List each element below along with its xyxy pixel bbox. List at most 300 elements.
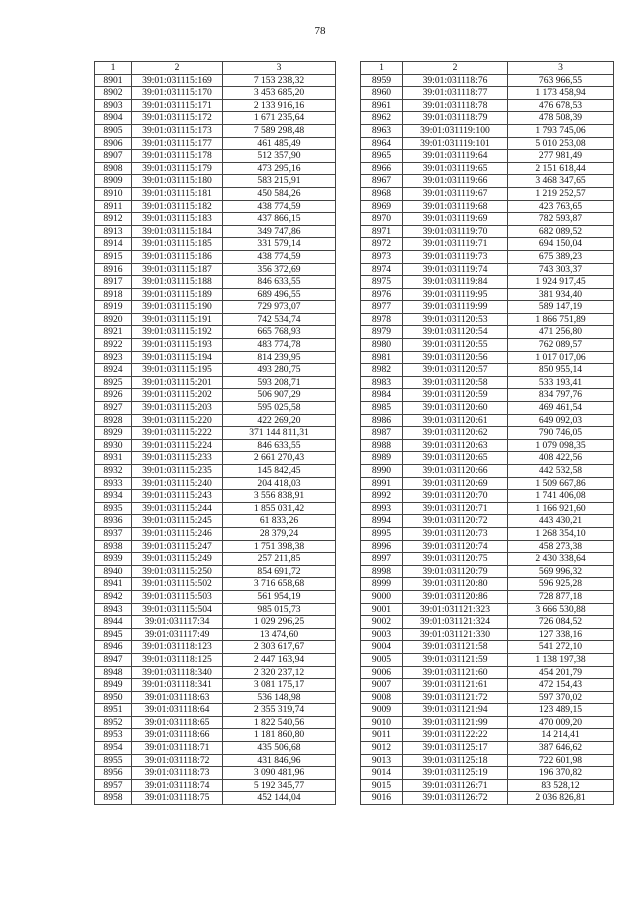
table-row [361,225,614,238]
row-number: 8979 [361,326,403,339]
table-row [95,74,336,87]
table-row [361,99,614,112]
row-number: 8913 [95,225,132,238]
table-row [361,527,614,540]
cadastral-number: 39:01:031119:71 [403,238,508,251]
cadastral-number: 39:01:031118:73 [132,767,223,780]
row-number: 8995 [361,527,403,540]
table-row [361,162,614,175]
cadastral-number: 39:01:031115:224 [132,439,223,452]
cadastral-number: 39:01:031115:191 [132,313,223,326]
header-col-1: 1 [361,62,403,75]
row-number: 8960 [361,87,403,100]
table-row [361,175,614,188]
row-number: 8956 [95,767,132,780]
table-row [95,250,336,263]
cadastral-number: 39:01:031120:71 [403,502,508,515]
table-row [361,590,614,603]
cadastral-value: 561 954,19 [223,590,336,603]
cadastral-value: 471 256,80 [508,326,614,339]
cadastral-number: 39:01:031115:189 [132,288,223,301]
cadastral-number: 39:01:031119:84 [403,276,508,289]
cadastral-value: 583 215,91 [223,175,336,188]
cadastral-value: 589 147,19 [508,301,614,314]
cadastral-value-table-left [94,61,336,805]
cadastral-number: 39:01:031115:247 [132,540,223,553]
cadastral-value: 3 666 530,88 [508,603,614,616]
cadastral-number: 39:01:031121:330 [403,628,508,641]
cadastral-number: 39:01:031120:65 [403,452,508,465]
table-row [361,402,614,415]
cadastral-number: 39:01:031118:66 [132,729,223,742]
table-row [95,150,336,163]
cadastral-number: 39:01:031126:72 [403,792,508,805]
row-number: 9016 [361,792,403,805]
row-number: 8941 [95,578,132,591]
row-number: 8907 [95,150,132,163]
row-number: 8940 [95,565,132,578]
cadastral-value: 1 866 751,89 [508,313,614,326]
row-number: 9008 [361,691,403,704]
cadastral-number: 39:01:031115:185 [132,238,223,251]
cadastral-value: 512 357,90 [223,150,336,163]
cadastral-value: 452 144,04 [223,792,336,805]
cadastral-value: 846 633,55 [223,276,336,289]
table-row [361,200,614,213]
row-number: 8942 [95,590,132,603]
row-number: 9010 [361,716,403,729]
table-row [95,276,336,289]
table-header-row [95,62,336,75]
row-number: 8982 [361,364,403,377]
table-row [361,767,614,780]
row-number: 8925 [95,376,132,389]
row-number: 8980 [361,339,403,352]
table-row [95,603,336,616]
table-row [95,792,336,805]
row-number: 8923 [95,351,132,364]
cadastral-number: 39:01:031119:100 [403,124,508,137]
cadastral-value: 438 774,59 [223,200,336,213]
table-row [361,364,614,377]
cadastral-number: 39:01:031118:75 [132,792,223,805]
table-row [361,452,614,465]
table-row [95,427,336,440]
cadastral-number: 39:01:031115:173 [132,124,223,137]
row-number: 8954 [95,742,132,755]
cadastral-number: 39:01:031115:202 [132,389,223,402]
row-number: 8933 [95,477,132,490]
cadastral-value: 435 506,68 [223,742,336,755]
cadastral-value: 2 133 916,16 [223,99,336,112]
table-row [95,351,336,364]
cadastral-number: 39:01:031118:63 [132,691,223,704]
cadastral-value: 473 295,16 [223,162,336,175]
cadastral-number: 39:01:031125:18 [403,754,508,767]
cadastral-value: 1 671 235,64 [223,112,336,125]
table-row [361,540,614,553]
cadastral-value: 689 496,55 [223,288,336,301]
table-row [95,439,336,452]
cadastral-value: 5 010 253,08 [508,137,614,150]
table-row [95,616,336,629]
row-number: 8926 [95,389,132,402]
row-number: 8915 [95,250,132,263]
row-number: 8974 [361,263,403,276]
cadastral-value: 2 151 618,44 [508,162,614,175]
table-row [95,263,336,276]
cadastral-number: 39:01:031115:190 [132,301,223,314]
table-row [361,112,614,125]
cadastral-number: 39:01:031121:72 [403,691,508,704]
header-col-2: 2 [132,62,223,75]
cadastral-value: 14 214,41 [508,729,614,742]
cadastral-number: 39:01:031118:79 [403,112,508,125]
row-number: 8984 [361,389,403,402]
table-row [95,779,336,792]
table-row [95,288,336,301]
cadastral-number: 39:01:031118:125 [132,653,223,666]
cadastral-number: 39:01:031119:69 [403,213,508,226]
cadastral-value: 1 138 197,38 [508,653,614,666]
row-number: 8912 [95,213,132,226]
table-row [361,326,614,339]
cadastral-number: 39:01:031115:503 [132,590,223,603]
cadastral-value: 1 822 540,56 [223,716,336,729]
row-number: 9007 [361,679,403,692]
table-row [95,402,336,415]
table-row [361,250,614,263]
cadastral-value: 595 025,58 [223,402,336,415]
table-row [361,87,614,100]
row-number: 8909 [95,175,132,188]
cadastral-number: 39:01:031118:64 [132,704,223,717]
table-row [95,540,336,553]
table-row [95,137,336,150]
table-row [95,565,336,578]
row-number: 8918 [95,288,132,301]
cadastral-number: 39:01:031120:58 [403,376,508,389]
row-number: 8934 [95,490,132,503]
cadastral-number: 39:01:031115:240 [132,477,223,490]
cadastral-number: 39:01:031115:182 [132,200,223,213]
cadastral-value: 331 579,14 [223,238,336,251]
cadastral-number: 39:01:031119:65 [403,162,508,175]
table-row [361,137,614,150]
table-row [361,351,614,364]
row-number: 9004 [361,641,403,654]
cadastral-value: 277 981,49 [508,150,614,163]
table-row [361,301,614,314]
cadastral-value: 204 418,03 [223,477,336,490]
table-row [361,427,614,440]
cadastral-value: 408 422,56 [508,452,614,465]
cadastral-number: 39:01:031120:61 [403,414,508,427]
cadastral-number: 39:01:031120:80 [403,578,508,591]
table-row [361,477,614,490]
cadastral-number: 39:01:031121:323 [403,603,508,616]
cadastral-number: 39:01:031115:169 [132,74,223,87]
row-number: 8957 [95,779,132,792]
table-row [361,389,614,402]
table-row [95,301,336,314]
cadastral-value: 381 934,40 [508,288,614,301]
cadastral-value: 371 144 811,31 [223,427,336,440]
cadastral-number: 39:01:031118:77 [403,87,508,100]
row-number: 8987 [361,427,403,440]
cadastral-value: 726 084,52 [508,616,614,629]
cadastral-value: 7 589 298,48 [223,124,336,137]
cadastral-value: 850 955,14 [508,364,614,377]
cadastral-value: 506 907,29 [223,389,336,402]
cadastral-value: 196 370,82 [508,767,614,780]
row-number: 8908 [95,162,132,175]
row-number: 8961 [361,99,403,112]
cadastral-value: 349 747,86 [223,225,336,238]
row-number: 8931 [95,452,132,465]
row-number: 8990 [361,465,403,478]
row-number: 8924 [95,364,132,377]
row-number: 8970 [361,213,403,226]
cadastral-number: 39:01:031118:65 [132,716,223,729]
row-number: 8910 [95,187,132,200]
cadastral-number: 39:01:031119:66 [403,175,508,188]
cadastral-value: 728 877,18 [508,590,614,603]
table-row [361,439,614,452]
table-row [95,578,336,591]
cadastral-value: 387 646,62 [508,742,614,755]
cadastral-number: 39:01:031115:235 [132,465,223,478]
cadastral-number: 39:01:031115:170 [132,87,223,100]
cadastral-value: 1 509 667,86 [508,477,614,490]
cadastral-value: 743 303,37 [508,263,614,276]
row-number: 9009 [361,704,403,717]
cadastral-number: 39:01:031120:73 [403,527,508,540]
table-row [361,565,614,578]
row-number: 8953 [95,729,132,742]
row-number: 8963 [361,124,403,137]
cadastral-number: 39:01:031115:195 [132,364,223,377]
cadastral-number: 39:01:031119:101 [403,137,508,150]
cadastral-value-table-right [360,61,614,805]
table-row [361,691,614,704]
cadastral-value: 2 661 270,43 [223,452,336,465]
cadastral-number: 39:01:031119:73 [403,250,508,263]
cadastral-number: 39:01:031120:60 [403,402,508,415]
cadastral-number: 39:01:031115:171 [132,99,223,112]
cadastral-value: 2 447 163,94 [223,653,336,666]
table-row [95,124,336,137]
row-number: 9012 [361,742,403,755]
table-row [361,515,614,528]
cadastral-number: 39:01:031115:179 [132,162,223,175]
cadastral-value: 1 173 458,94 [508,87,614,100]
cadastral-value: 461 485,49 [223,137,336,150]
cadastral-number: 39:01:031121:60 [403,666,508,679]
cadastral-number: 39:01:031117:49 [132,628,223,641]
cadastral-number: 39:01:031120:69 [403,477,508,490]
table-row [95,477,336,490]
cadastral-value: 782 593,87 [508,213,614,226]
row-number: 8952 [95,716,132,729]
table-row [95,187,336,200]
cadastral-number: 39:01:031118:123 [132,641,223,654]
cadastral-number: 39:01:031119:99 [403,301,508,314]
table-row [361,616,614,629]
row-number: 9015 [361,779,403,792]
row-number: 8936 [95,515,132,528]
cadastral-number: 39:01:031115:233 [132,452,223,465]
row-number: 9002 [361,616,403,629]
cadastral-number: 39:01:031118:78 [403,99,508,112]
table-row [361,666,614,679]
table-row [95,641,336,654]
table-row [95,465,336,478]
row-number: 8999 [361,578,403,591]
row-number: 9006 [361,666,403,679]
cadastral-value: 569 996,32 [508,565,614,578]
cadastral-number: 39:01:031118:71 [132,742,223,755]
table-row [95,628,336,641]
cadastral-value: 28 379,24 [223,527,336,540]
cadastral-value: 127 338,16 [508,628,614,641]
table-row [95,716,336,729]
row-number: 8969 [361,200,403,213]
table-row [95,162,336,175]
cadastral-value: 665 768,93 [223,326,336,339]
cadastral-number: 39:01:031115:194 [132,351,223,364]
cadastral-value: 3 081 175,17 [223,679,336,692]
cadastral-value: 470 009,20 [508,716,614,729]
cadastral-number: 39:01:031118:76 [403,74,508,87]
cadastral-number: 39:01:031115:186 [132,250,223,263]
table-row [361,187,614,200]
cadastral-number: 39:01:031121:59 [403,653,508,666]
row-number: 8903 [95,99,132,112]
row-number: 8985 [361,402,403,415]
row-number: 9011 [361,729,403,742]
cadastral-number: 39:01:031115:222 [132,427,223,440]
cadastral-value: 536 148,98 [223,691,336,704]
cadastral-value: 2 355 319,74 [223,704,336,717]
table-row [361,679,614,692]
cadastral-value: 846 633,55 [223,439,336,452]
table-row [95,653,336,666]
row-number: 8919 [95,301,132,314]
cadastral-value: 1 166 921,60 [508,502,614,515]
cadastral-number: 39:01:031120:57 [403,364,508,377]
cadastral-number: 39:01:031118:340 [132,666,223,679]
cadastral-value: 483 774,78 [223,339,336,352]
cadastral-value: 423 763,65 [508,200,614,213]
cadastral-number: 39:01:031122:22 [403,729,508,742]
table-row [361,288,614,301]
cadastral-number: 39:01:031115:181 [132,187,223,200]
table-row [95,691,336,704]
cadastral-value: 742 534,74 [223,313,336,326]
table-row [95,704,336,717]
cadastral-number: 39:01:031120:74 [403,540,508,553]
cadastral-value: 649 092,03 [508,414,614,427]
cadastral-value: 472 154,43 [508,679,614,692]
cadastral-number: 39:01:031115:243 [132,490,223,503]
table-row [95,729,336,742]
row-number: 8965 [361,150,403,163]
cadastral-number: 39:01:031120:75 [403,553,508,566]
cadastral-value: 541 272,10 [508,641,614,654]
cadastral-value: 682 089,52 [508,225,614,238]
cadastral-value: 834 797,76 [508,389,614,402]
row-number: 8986 [361,414,403,427]
cadastral-number: 39:01:031120:66 [403,465,508,478]
cadastral-value: 3 468 347,65 [508,175,614,188]
cadastral-value: 1 181 860,80 [223,729,336,742]
row-number: 8996 [361,540,403,553]
table-row [361,150,614,163]
cadastral-value: 7 153 238,32 [223,74,336,87]
cadastral-number: 39:01:031120:55 [403,339,508,352]
cadastral-number: 39:01:031119:70 [403,225,508,238]
table-row [361,313,614,326]
cadastral-value: 478 508,39 [508,112,614,125]
cadastral-number: 39:01:031118:341 [132,679,223,692]
table-row [95,767,336,780]
cadastral-number: 39:01:031121:61 [403,679,508,692]
table-row [95,452,336,465]
row-number: 8968 [361,187,403,200]
row-number: 8917 [95,276,132,289]
cadastral-number: 39:01:031115:183 [132,213,223,226]
table-row [361,74,614,87]
row-number: 8946 [95,641,132,654]
cadastral-number: 39:01:031115:201 [132,376,223,389]
cadastral-value: 729 973,07 [223,301,336,314]
table-row [95,553,336,566]
row-number: 8992 [361,490,403,503]
table-row [361,263,614,276]
table-row [361,376,614,389]
cadastral-number: 39:01:031119:64 [403,150,508,163]
cadastral-number: 39:01:031120:70 [403,490,508,503]
cadastral-value: 493 280,75 [223,364,336,377]
row-number: 8962 [361,112,403,125]
row-number: 8966 [361,162,403,175]
row-number: 8988 [361,439,403,452]
cadastral-value: 257 211,85 [223,553,336,566]
row-number: 9001 [361,603,403,616]
cadastral-value: 1 793 745,06 [508,124,614,137]
row-number: 8914 [95,238,132,251]
row-number: 8928 [95,414,132,427]
table-row [361,578,614,591]
cadastral-number: 39:01:031125:17 [403,742,508,755]
cadastral-value: 356 372,69 [223,263,336,276]
table-row [95,200,336,213]
row-number: 8975 [361,276,403,289]
cadastral-number: 39:01:031115:249 [132,553,223,566]
row-number: 8958 [95,792,132,805]
row-number: 8904 [95,112,132,125]
cadastral-number: 39:01:031115:203 [132,402,223,415]
table-row [361,628,614,641]
table-row [361,465,614,478]
cadastral-number: 39:01:031115:178 [132,150,223,163]
table-row [95,112,336,125]
row-number: 8997 [361,553,403,566]
cadastral-number: 39:01:031126:71 [403,779,508,792]
cadastral-value: 1 029 296,25 [223,616,336,629]
cadastral-number: 39:01:031120:59 [403,389,508,402]
